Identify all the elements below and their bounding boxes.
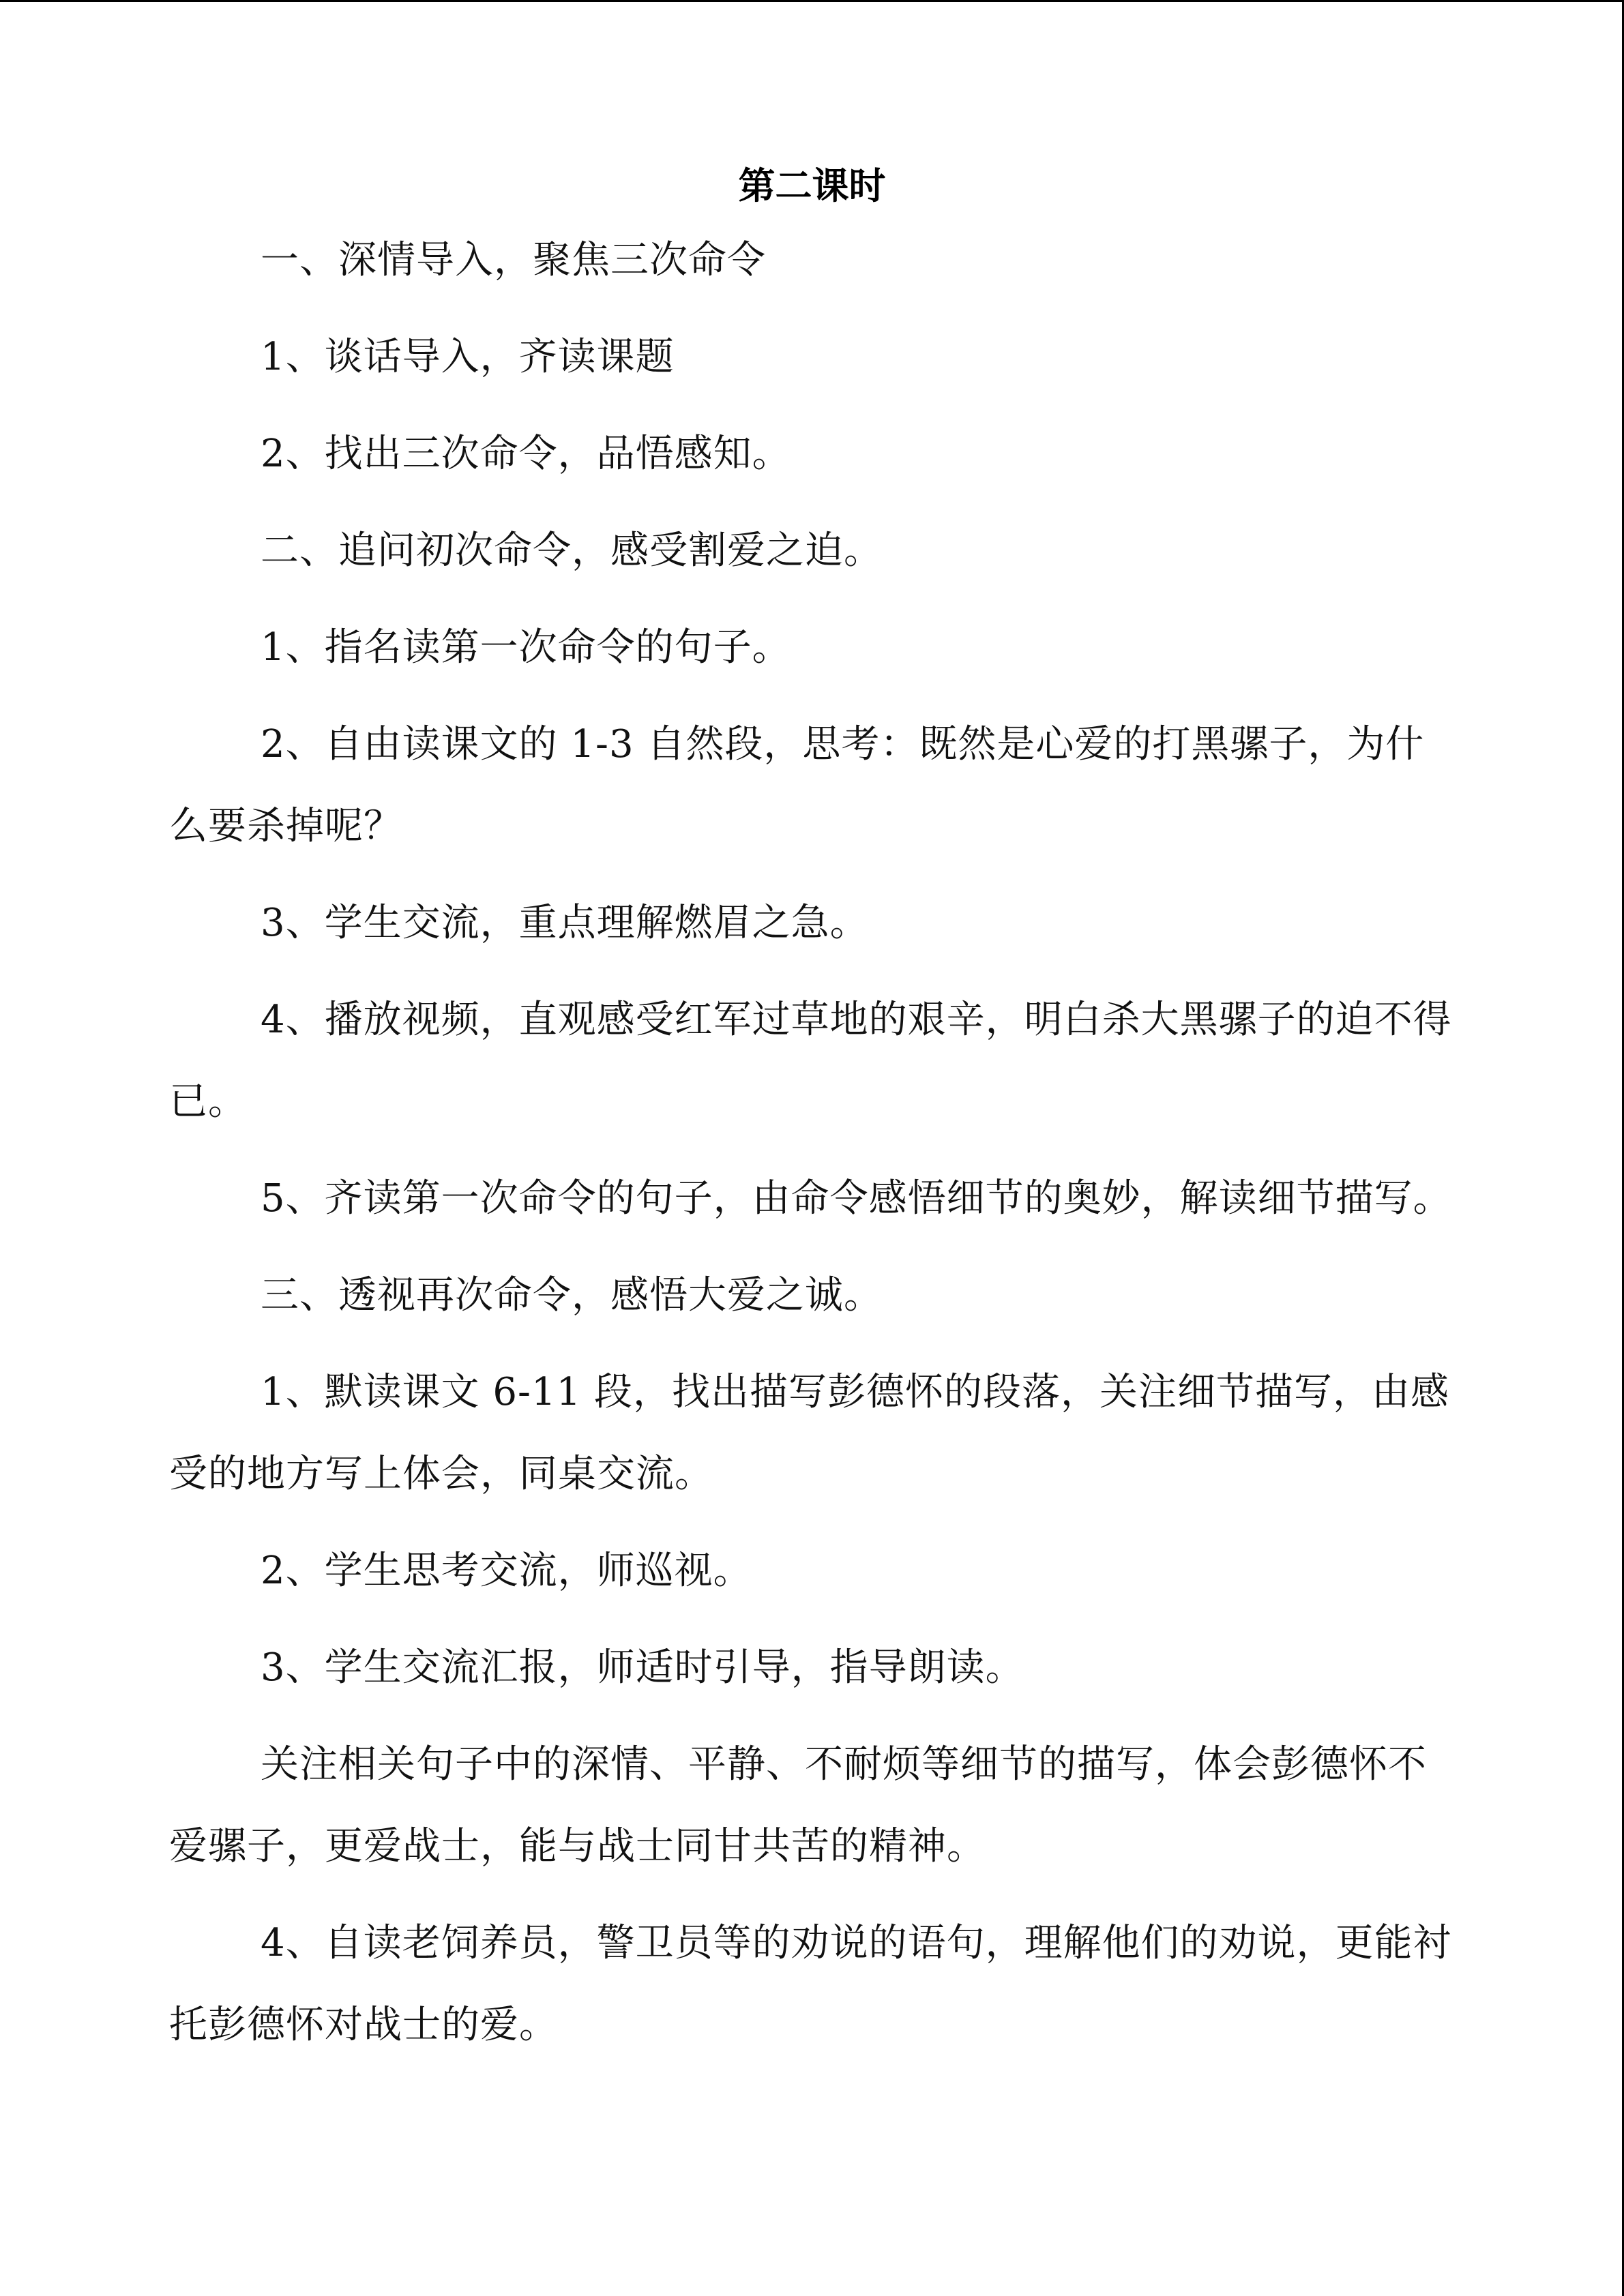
list-item-2-1: 1、指名读第一次命令的句子。 [261, 625, 791, 670]
section-heading-1: 一、深情导入，聚焦三次命令 [261, 238, 766, 282]
list-item-2-3: 3、学生交流，重点理解燃眉之急。 [261, 901, 869, 945]
section-heading-3: 三、透视再次命令，感悟大爱之诚。 [261, 1273, 883, 1317]
list-item-3-2: 2、学生思考交流，师巡视。 [261, 1549, 752, 1593]
list-item-2-4: 4、播放视频，直观感受红军过草地的艰辛，明白杀大黑骡子的迫不得已。 [169, 998, 1452, 1124]
page-title: 第二课时 [738, 164, 886, 207]
list-item-2-5: 5、齐读第一次命令的句子，由命令感悟细节的奥妙，解读细节描写。 [261, 1176, 1452, 1221]
list-item-3-3: 3、学生交流汇报，师适时引导，指导朗读。 [261, 1645, 1024, 1690]
list-item-1-1: 1、谈话导入，齐读课题 [261, 335, 675, 379]
list-item-2-2: 2、自由读课文的 1-3 自然段，思考：既然是心爱的打黑骡子，为什么要杀掉呢？ [169, 722, 1425, 848]
list-item-3-4: 4、自读老饲养员，警卫员等的劝说的语句，理解他们的劝说，更能衬托彭德怀对战士的爱。 [169, 1921, 1452, 2047]
top-border-line [0, 0, 1624, 2]
section-heading-2: 二、追问初次命令，感受割爱之迫。 [261, 528, 883, 573]
list-item-3-1: 1、默读课文 6-11 段，找出描写彭德怀的段落，关注细节描写，由感受的地方写上体会，同桌交流。 [169, 1370, 1450, 1496]
list-item-1-2: 2、找出三次命令，品悟感知。 [261, 432, 791, 476]
detail-paragraph: 关注相关句子中的深情、平静、不耐烦等细节的描写，体会彭德怀不爱骡子，更爱战士，能与战士同甘共苦的精神。 [169, 1742, 1427, 1868]
document-content [169, 151, 1455, 2081]
